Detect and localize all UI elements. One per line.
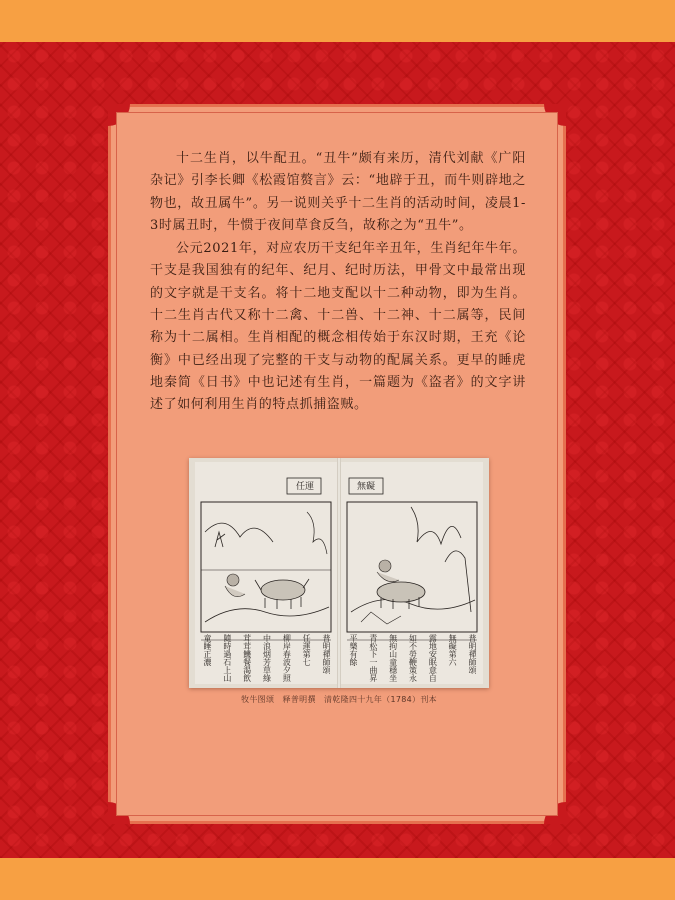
verse-column: 無礙第六 [448,634,458,666]
verse-column: 柳岸春波夕照 [282,634,292,682]
page-title: 任運 [295,482,314,492]
verse-column: 普明禪師頌 [467,634,477,674]
figure-caption: 牧牛图颂 释普明撰 清乾隆四十九年（1784）刊本 [241,695,437,704]
verse-column: 任運第七 [302,634,312,666]
verse-column: 如不勞鞭策永 [408,634,418,682]
verse-column: 普明禪師頌 [321,634,331,674]
verse-column: 隨時過石上山 [222,634,232,682]
article-paragraph: 公元2021年，对应农历干支纪年辛丑年，生肖纪年牛年。干支是我国独有的纪年、纪月、纪时历法，甲骨文中最常出现的文字就是干支名。将十二地支配以十二种动物，即为生肖。十二生肖古代又称十二禽、十二兽、十二神、十二属等，民间称为十二属相。生肖相配的概念相传始于东汉时期，王充《论衡》中已经出现了完整的干支与动物的配属关系。更早的睡虎地秦简《日书》中也记述有生肖，一篇题为《盗者》的文字讲述了如何利用生肖的特点抓捕盗贼。 [150,241,526,413]
verse-column: 無拘山童穩坐 [388,634,398,682]
bottom-orange-band [0,858,675,900]
verse-column: 中浪烟芳草綠 [262,634,272,682]
verse-column: 平樂有餘 [349,634,358,666]
top-orange-band [0,0,675,42]
verse-column: 茸茸饑餐渴飲 [242,634,252,682]
article-paragraph: 十二生肖，以牛配丑。“丑牛”颇有来历，清代刘献《广阳杂记》引李长卿《松霞馆赘言》云：“地辟于丑，而牛则辟地之物也，故丑属牛”。另一说则关乎十二生肖的活动时间，凌晨1-3时属丑时，牛惯于夜间草食反刍，故称之为“丑牛”。 [150,151,526,233]
verse-columns [349,634,477,682]
verse-column: 童睡正濃 [203,634,212,666]
verse-columns [203,634,331,682]
woodblock-book-image [189,458,489,688]
page-title: 無礙 [356,482,375,492]
book-page-right [341,462,483,684]
book-page-left [195,462,337,684]
verse-column: 露地安眠意自 [428,634,438,682]
article-body [150,148,526,418]
verse-column: 青松下一曲昇 [368,634,378,682]
